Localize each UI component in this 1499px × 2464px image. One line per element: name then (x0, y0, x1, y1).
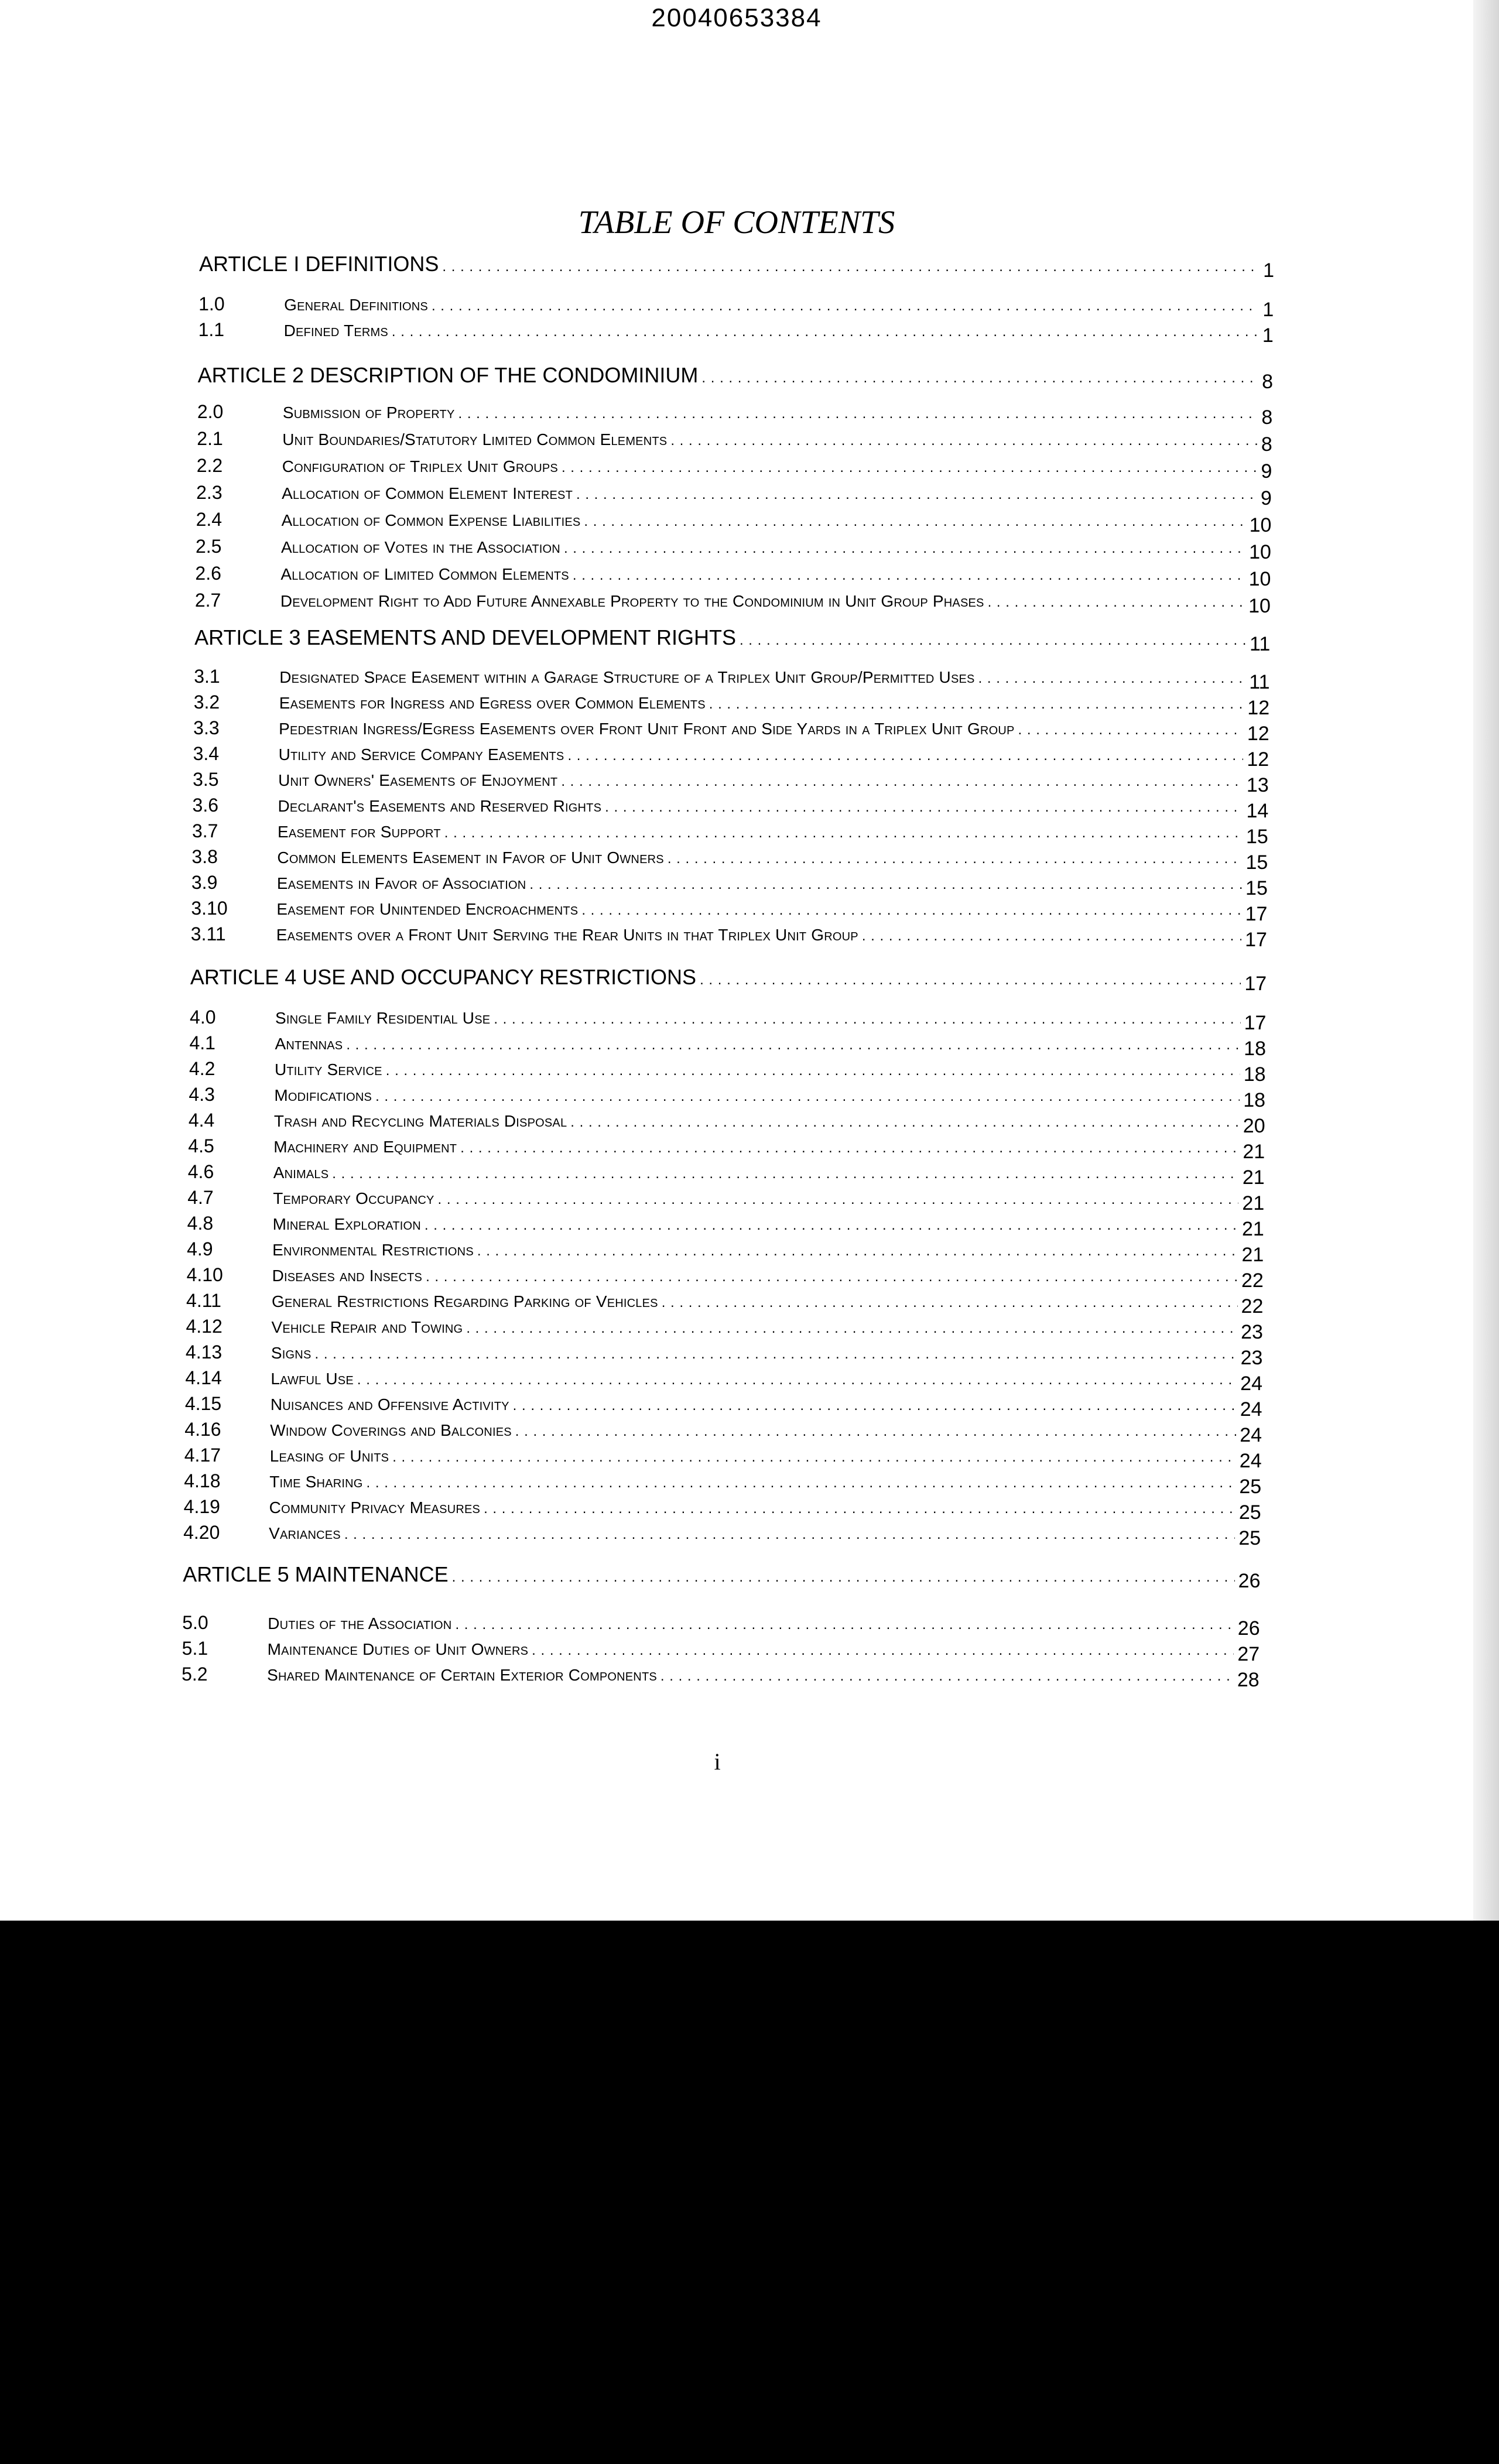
toc-section-title: Unit Owners' Easements of Enjoyment (278, 771, 558, 789)
toc-section-title: Allocation of Votes in the Association (280, 538, 560, 556)
toc-page-number: 23 (1240, 1347, 1263, 1369)
toc-page-number: 25 (1238, 1527, 1261, 1549)
dot-leader (315, 1346, 1237, 1363)
toc-page-number: 9 (1261, 460, 1272, 482)
toc-page-number: 8 (1262, 371, 1273, 393)
toc-section-title: Allocation of Common Element Interest (282, 484, 573, 502)
toc-section-title: Diseases and Insects (272, 1267, 423, 1285)
toc-page-number: 17 (1244, 973, 1267, 995)
toc-section-title: Environmental Restrictions (272, 1241, 474, 1259)
toc-section-title: Easements in Favor of Association (276, 874, 526, 892)
dot-leader (455, 1617, 1234, 1633)
dot-leader (573, 567, 1245, 584)
document-number: 20040653384 (651, 4, 822, 32)
toc-section-row (187, 1212, 1264, 1240)
toc-article-row (194, 625, 1271, 655)
toc-section-number: 4.15 (184, 1393, 222, 1414)
toc-section-title: Community Privacy Measures (269, 1498, 481, 1517)
toc-section-number: 3.8 (191, 846, 218, 867)
toc-section-title: Defined Terms (283, 321, 388, 340)
toc-page-number: 14 (1246, 800, 1269, 822)
toc-page-number: 21 (1242, 1166, 1265, 1189)
toc-page-number: 8 (1261, 433, 1272, 456)
toc-section-number: 4.7 (187, 1187, 214, 1208)
toc-page-number: 10 (1248, 595, 1271, 617)
toc-page-number: 27 (1237, 1643, 1260, 1665)
toc-section-title: Mineral Exploration (272, 1215, 421, 1233)
toc-page-number: 18 (1243, 1063, 1266, 1086)
dot-leader (392, 1449, 1236, 1466)
toc-page-number: 24 (1239, 1450, 1262, 1472)
dot-leader (346, 1037, 1240, 1053)
toc-section-number: 4.8 (187, 1213, 214, 1234)
toc-page-number: 20 (1243, 1115, 1265, 1137)
toc-page-number: 13 (1246, 774, 1269, 796)
toc-page-number: 1 (1262, 324, 1274, 347)
toc-section-number: 3.7 (191, 820, 218, 841)
toc-page-number: 24 (1240, 1424, 1262, 1446)
dot-leader (561, 774, 1243, 790)
page-title: TABLE OF CONTENTS (578, 204, 895, 241)
toc-section-row (189, 1032, 1266, 1060)
toc-section-number: 4.18 (184, 1470, 221, 1491)
toc-page-number: 25 (1239, 1476, 1262, 1498)
toc-section-row (197, 401, 1273, 429)
toc-section-row (182, 1663, 1260, 1691)
toc-page-number: 17 (1245, 903, 1268, 925)
toc-section-title: Antennas (275, 1035, 343, 1053)
dot-leader (700, 972, 1241, 988)
toc-section-number: 4.4 (188, 1110, 215, 1131)
dot-leader (332, 1166, 1239, 1182)
toc-section-number: 3.1 (194, 666, 220, 687)
toc-page-number: 22 (1241, 1269, 1264, 1292)
toc-section-row (185, 1367, 1262, 1395)
dot-leader (438, 1192, 1239, 1208)
toc-section-row (187, 1238, 1264, 1266)
toc-section-row (192, 794, 1269, 822)
toc-section-row (182, 1611, 1260, 1640)
toc-section-number: 2.5 (195, 536, 222, 557)
dot-leader (466, 1320, 1237, 1337)
toc-section-number: 3.5 (193, 769, 219, 790)
toc-section-number: 5.0 (182, 1612, 208, 1633)
toc-article-title: ARTICLE I DEFINITIONS (199, 252, 439, 276)
toc-section-title: Configuration of Triplex Unit Groups (282, 457, 558, 475)
toc-section-number: 4.17 (184, 1445, 221, 1466)
toc-page-number: 17 (1245, 929, 1267, 951)
toc-section-row (183, 1521, 1261, 1549)
dot-leader (425, 1217, 1238, 1234)
dot-leader (709, 696, 1244, 713)
toc-section-number: 3.10 (191, 898, 228, 919)
dot-leader (988, 594, 1245, 611)
toc-page-number: 9 (1260, 487, 1272, 509)
toc-section-number: 3.4 (193, 743, 220, 764)
toc-section-title: Animals (273, 1163, 329, 1182)
toc-section-row (184, 1470, 1262, 1498)
dot-leader (458, 406, 1258, 422)
toc-section-number: 4.0 (190, 1007, 216, 1028)
toc-section-row (193, 691, 1270, 719)
toc-article-row (183, 1562, 1261, 1592)
toc-section-number: 4.16 (184, 1419, 221, 1440)
dot-leader (477, 1243, 1238, 1260)
toc-section-row (191, 846, 1268, 874)
toc-section-row (194, 665, 1270, 693)
toc-section-row (196, 481, 1272, 509)
toc-section-number: 4.20 (183, 1522, 220, 1543)
toc-section-title: Temporary Occupancy (273, 1189, 434, 1207)
dot-leader (460, 1140, 1239, 1156)
toc-section-row (182, 1637, 1260, 1665)
dot-leader (584, 514, 1245, 530)
dot-leader (670, 433, 1258, 449)
toc-page-number: 21 (1243, 1141, 1265, 1163)
toc-page-number: 23 (1241, 1321, 1263, 1343)
toc-section-row (194, 589, 1271, 617)
dot-leader (862, 928, 1241, 944)
toc-section-row (190, 1006, 1267, 1034)
toc-section-title: General Definitions (284, 296, 428, 314)
toc-section-number: 3.6 (192, 795, 218, 816)
dot-leader (426, 1269, 1238, 1285)
toc-section-title: Utility Service (274, 1060, 382, 1079)
dot-leader (605, 799, 1243, 816)
toc-section-number: 4.2 (189, 1058, 215, 1079)
dot-leader (494, 1011, 1240, 1028)
toc-section-title: Machinery and Equipment (273, 1138, 457, 1156)
toc-section-row (184, 1392, 1262, 1421)
toc-section-title: Time Sharing (269, 1473, 363, 1491)
toc-section-number: 3.3 (193, 717, 220, 738)
toc-page-number: 11 (1249, 633, 1271, 655)
toc-section-title: Easement for Support (277, 823, 441, 841)
toc-page-number: 28 (1237, 1669, 1260, 1691)
toc-section-number: 4.11 (186, 1290, 221, 1311)
dot-leader (564, 540, 1245, 557)
toc-page-number: 15 (1245, 826, 1268, 848)
toc-section-number: 4.10 (186, 1264, 223, 1285)
dot-leader (375, 1089, 1240, 1105)
toc-section-number: 1.0 (199, 293, 225, 314)
toc-section-row (184, 1444, 1262, 1472)
toc-page-number: 18 (1243, 1089, 1266, 1111)
toc-page-number: 21 (1241, 1218, 1264, 1240)
toc-section-number: 3.2 (193, 692, 220, 713)
toc-section-title: Common Elements Easement in Favor of Unit Owners (277, 848, 664, 867)
toc-section-number: 2.1 (197, 428, 223, 449)
dot-leader (357, 1372, 1237, 1388)
dot-leader (484, 1501, 1236, 1517)
toc-section-title: Modifications (274, 1086, 372, 1104)
toc-section-row (198, 319, 1274, 347)
dot-leader (701, 370, 1258, 386)
toc-section-title: Duties of the Association (268, 1614, 452, 1633)
toc-section-title: Trash and Recycling Materials Disposal (273, 1112, 567, 1130)
toc-section-row (195, 535, 1271, 563)
toc-section-row (188, 1135, 1265, 1163)
toc-article-row (190, 965, 1267, 995)
toc-section-number: 2.6 (195, 563, 221, 584)
dot-leader (567, 748, 1243, 764)
dot-leader (444, 825, 1243, 841)
toc-section-number: 1.1 (198, 319, 225, 340)
toc-section-title: Utility and Service Company Easements (278, 745, 564, 764)
toc-page-number: 11 (1249, 671, 1270, 693)
toc-section-number: 4.1 (189, 1032, 215, 1053)
toc-section-number: 3.9 (191, 872, 218, 893)
dot-leader (668, 851, 1243, 867)
dot-leader (1018, 722, 1244, 738)
toc-section-number: 2.0 (197, 401, 224, 422)
toc-page-number: 21 (1241, 1244, 1264, 1266)
toc-section-row (186, 1264, 1264, 1292)
toc-section-number: 2.7 (194, 590, 221, 611)
toc-section-title: Shared Maintenance of Certain Exterior Components (267, 1666, 657, 1684)
toc-section-title: Easements over a Front Unit Serving the Rear Units in that Triplex Unit Group (276, 926, 858, 944)
toc-page-number: 22 (1241, 1295, 1264, 1317)
toc-section-number: 2.3 (196, 482, 223, 503)
toc-section-number: 4.5 (188, 1135, 214, 1156)
toc-section-number: 5.1 (182, 1638, 208, 1659)
toc-section-row (190, 923, 1267, 951)
dot-leader (386, 1063, 1240, 1079)
toc-page-number: 24 (1240, 1373, 1262, 1395)
toc-page-number: 18 (1244, 1038, 1266, 1060)
toc-article-row (199, 252, 1274, 282)
dot-leader (529, 877, 1242, 893)
toc-section-row (193, 742, 1269, 771)
toc-section-title: Single Family Residential Use (275, 1009, 491, 1027)
toc-page-number: 12 (1247, 748, 1269, 771)
toc-section-row (187, 1186, 1265, 1214)
toc-section-row (191, 897, 1268, 925)
toc-section-row (189, 1083, 1266, 1111)
dot-leader (452, 1569, 1235, 1586)
toc-page-number: 10 (1249, 541, 1271, 563)
toc-section-title: General Restrictions Regarding Parking of Vehicles (272, 1292, 658, 1310)
toc-page-number: 8 (1261, 406, 1273, 429)
toc-section-number: 4.12 (186, 1316, 223, 1337)
toc-section-row (184, 1418, 1262, 1446)
toc-article-title: ARTICLE 3 EASEMENTS AND DEVELOPMENT RIGHTS (194, 625, 736, 649)
dot-leader (978, 670, 1246, 687)
dot-leader (367, 1475, 1236, 1491)
toc-section-number: 3.11 (190, 923, 226, 944)
toc-section-title: Window Coverings and Balconies (270, 1421, 512, 1439)
dot-leader (662, 1295, 1238, 1311)
toc-section-number: 4.13 (185, 1341, 223, 1363)
toc-section-row (195, 562, 1271, 590)
dot-leader (740, 632, 1246, 649)
toc-section-title: Unit Boundaries/Statutory Limited Common Elements (282, 430, 668, 449)
dot-leader (570, 1114, 1240, 1131)
toc-section-title: Submission of Property (282, 403, 455, 422)
scan-edge (1473, 0, 1499, 1921)
dot-leader (432, 298, 1259, 314)
page-number: i (714, 1748, 721, 1775)
toc-section-number: 4.19 (183, 1496, 220, 1517)
toc-page-number: 12 (1247, 723, 1269, 745)
toc-page-number: 1 (1262, 299, 1274, 321)
dot-leader (442, 259, 1260, 275)
toc-article-title: ARTICLE 2 DESCRIPTION OF THE CONDOMINIUM (197, 363, 699, 387)
toc-section-number: 2.2 (196, 455, 223, 476)
toc-page-number: 21 (1242, 1192, 1265, 1214)
toc-section-row (193, 768, 1269, 796)
toc-section-title: Easements for Ingress and Egress over Common Elements (279, 694, 706, 712)
toc-section-number: 4.3 (189, 1084, 215, 1105)
toc-page-number: 25 (1238, 1501, 1261, 1524)
dot-leader (344, 1527, 1236, 1543)
toc-section-title: Lawful Use (271, 1370, 354, 1388)
toc-section-title: Easement for Unintended Encroachments (276, 900, 579, 918)
toc-section-title: Maintenance Duties of Unit Owners (267, 1640, 529, 1658)
toc-section-number: 4.6 (187, 1161, 214, 1182)
toc-section-row (196, 454, 1272, 482)
toc-section-row (196, 508, 1272, 536)
toc-section-row (193, 717, 1269, 745)
toc-page-number: 26 (1237, 1617, 1260, 1640)
toc-section-title: Pedestrian Ingress/Egress Easements over Front Unit Front and Side Yards in a Triplex Unit Group (279, 720, 1015, 738)
toc-section-number: 5.2 (182, 1664, 208, 1685)
toc-section-number: 4.9 (187, 1238, 213, 1260)
toc-section-row (183, 1495, 1261, 1524)
toc-section-title: Designated Space Easement within a Garage Structure of a Triplex Unit Group/Permitted Uses (279, 668, 975, 686)
toc-section-title: Nuisances and Offensive Activity (270, 1395, 509, 1414)
toc-section-title: Leasing of Units (269, 1447, 389, 1465)
toc-section-row (191, 871, 1268, 899)
toc-page-number: 24 (1240, 1398, 1262, 1421)
toc-section-row (186, 1315, 1263, 1343)
toc-section-row (191, 820, 1268, 848)
dot-leader (515, 1423, 1236, 1440)
toc-page-number: 10 (1248, 568, 1271, 590)
dot-leader (660, 1668, 1234, 1685)
toc-page-number: 12 (1247, 697, 1270, 719)
toc-page-number: 26 (1238, 1570, 1261, 1592)
toc-section-row (186, 1289, 1264, 1317)
toc-section-number: 2.4 (196, 509, 223, 530)
toc-page-number: 15 (1245, 851, 1268, 874)
toc-page-number: 10 (1249, 514, 1272, 536)
dot-leader (581, 902, 1241, 919)
toc-article-title: ARTICLE 4 USE AND OCCUPANCY RESTRICTIONS (190, 965, 697, 989)
toc-section-row (189, 1058, 1266, 1086)
toc-article-title: ARTICLE 5 MAINTENANCE (183, 1562, 449, 1586)
toc-section-row (199, 293, 1274, 321)
toc-section-row (188, 1109, 1265, 1137)
dot-leader (392, 324, 1259, 340)
toc-article-row (197, 363, 1273, 393)
toc-page-number: 17 (1244, 1012, 1267, 1034)
toc-section-title: Allocation of Limited Common Elements (280, 565, 569, 583)
toc-section-row (185, 1341, 1263, 1369)
toc-section-title: Allocation of Common Expense Liabilities (281, 511, 581, 529)
toc-section-title: Signs (271, 1344, 312, 1362)
toc-section-row (187, 1161, 1265, 1189)
toc-section-row (197, 427, 1272, 456)
dot-leader (576, 487, 1257, 503)
scan-black-margin (0, 1921, 1499, 2464)
toc-page-number: 15 (1245, 877, 1268, 899)
dot-leader (532, 1642, 1234, 1659)
toc-section-title: Development Right to Add Future Annexable Property to the Condominium in Unit Group Phases (280, 592, 984, 610)
dot-leader (513, 1398, 1237, 1414)
toc-page-number: 1 (1263, 259, 1274, 282)
toc-section-title: Vehicle Repair and Towing (271, 1318, 463, 1336)
toc-section-title: Declarant's Easements and Reserved Rights (278, 797, 602, 815)
toc-section-title: Variances (269, 1524, 341, 1542)
dot-leader (562, 460, 1257, 476)
toc-section-number: 4.14 (185, 1367, 222, 1388)
